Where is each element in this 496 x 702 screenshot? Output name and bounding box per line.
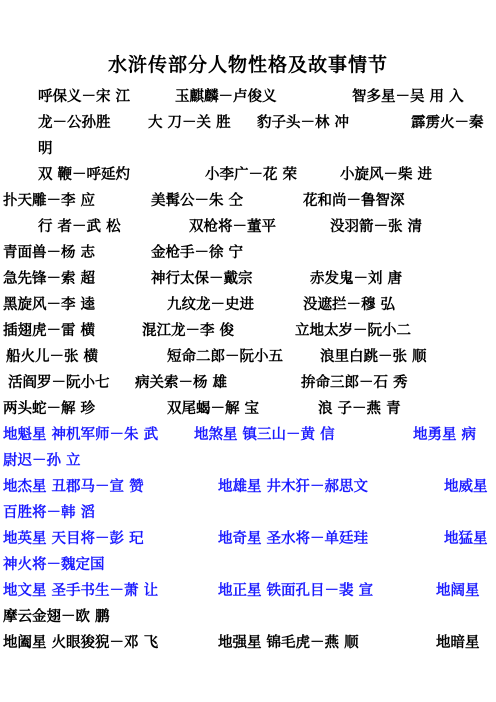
character-entry: 两头蛇－解 珍 <box>3 401 96 417</box>
text-line <box>0 162 496 188</box>
text-line <box>0 370 496 396</box>
text-line <box>0 240 496 266</box>
character-entry: 混江龙－李 俊 <box>142 323 235 339</box>
character-entry: 扑天雕－李 应 <box>3 193 96 209</box>
character-entry: 地威星 <box>444 479 488 495</box>
character-entry: 没羽箭－张 清 <box>330 219 423 235</box>
character-entry: 青面兽－杨 志 <box>3 245 96 261</box>
text-line <box>0 396 496 422</box>
character-entry: 病关索－杨 雄 <box>135 375 228 391</box>
text-line <box>0 526 496 552</box>
text-line <box>0 344 496 370</box>
text-line <box>0 214 496 240</box>
text-line <box>0 578 496 604</box>
character-entry: 明 <box>38 141 53 157</box>
character-entry: 浪 子－燕 青 <box>318 401 401 417</box>
character-entry: 插翅虎－雷 横 <box>3 323 96 339</box>
character-entry: 地魁星 神机军师－朱 武 <box>3 427 159 443</box>
character-entry: 大 刀－关 胜 <box>148 115 231 131</box>
character-entry: 地奇星 圣水将－单廷珪 <box>218 531 369 547</box>
text-line <box>0 292 496 318</box>
character-entry: 行 者－武 松 <box>38 219 121 235</box>
character-entry: 摩云金翅－欧 鹏 <box>3 609 110 625</box>
text-line <box>0 448 496 474</box>
text-line <box>0 552 496 578</box>
character-entry: 霹雳火－秦 <box>411 115 484 131</box>
text-line <box>0 188 496 214</box>
character-entry: 尉迟－孙 立 <box>3 453 81 469</box>
character-entry: 地猛星 <box>444 531 488 547</box>
character-entry: 九纹龙－史进 <box>167 297 254 313</box>
text-line <box>0 604 496 630</box>
text-line <box>0 136 496 162</box>
character-entry: 神行太保－戴宗 <box>151 271 253 287</box>
character-entry: 活阎罗－阮小七 <box>8 375 110 391</box>
character-entry: 地阔星 <box>436 583 480 599</box>
text-line <box>0 266 496 292</box>
character-entry: 急先锋－索 超 <box>3 271 96 287</box>
character-entry: 船火儿－张 横 <box>6 349 99 365</box>
character-entry: 百胜将－韩 滔 <box>3 505 96 521</box>
character-entry: 地正星 铁面孔目－裴 宣 <box>218 583 374 599</box>
text-line <box>0 422 496 448</box>
character-entry: 地勇星 病 <box>413 427 477 443</box>
character-entry: 金枪手－徐 宁 <box>151 245 244 261</box>
character-entry: 浪里白跳－张 顺 <box>320 349 427 365</box>
character-entry: 地煞星 镇三山－黄 信 <box>194 427 335 443</box>
document-title: 水浒传部分人物性格及故事情节 <box>107 54 388 76</box>
character-entry: 黑旋风－李 逵 <box>3 297 96 313</box>
character-entry: 立地太岁－阮小二 <box>295 323 411 339</box>
character-entry: 美髯公－朱 仝 <box>151 193 244 209</box>
character-entry: 短命二郎－阮小五 <box>167 349 283 365</box>
text-line <box>0 318 496 344</box>
character-entry: 智多星－吴 用 入 <box>352 89 464 105</box>
character-entry: 地文星 圣手书生－萧 让 <box>3 583 159 599</box>
character-entry: 地雄星 井木犴－郝思文 <box>218 479 369 495</box>
character-entry: 地阖星 火眼狻猊－邓 飞 <box>3 635 159 651</box>
text-line <box>0 84 496 110</box>
character-entry: 双 鞭－呼延灼 <box>38 167 131 183</box>
character-entry: 花和尚－鲁智深 <box>303 193 405 209</box>
character-entry: 双尾蝎－解 宝 <box>167 401 260 417</box>
character-entry: 没遮拦－穆 弘 <box>303 297 396 313</box>
character-entry: 小旋风－柴 进 <box>340 167 433 183</box>
text-line <box>0 500 496 526</box>
character-entry: 地杰星 丑郡马－宣 赞 <box>3 479 144 495</box>
character-entry: 呼保义－宋 江 <box>38 89 131 105</box>
text-line <box>0 474 496 500</box>
character-entry: 双枪将－董平 <box>189 219 276 235</box>
character-entry: 神火将－魏定国 <box>3 557 105 573</box>
character-entry: 地暗星 <box>436 635 480 651</box>
character-entry: 地强星 锦毛虎－燕 顺 <box>218 635 359 651</box>
text-line <box>0 110 496 136</box>
character-entry: 拚命三郎－石 秀 <box>301 375 408 391</box>
character-entry: 地英星 天目将－彭 玘 <box>3 531 144 547</box>
text-line <box>0 630 496 656</box>
character-entry: 小李广－花 荣 <box>205 167 298 183</box>
character-entry: 豹子头－林 冲 <box>257 115 350 131</box>
character-entry: 赤发鬼－刘 唐 <box>310 271 403 287</box>
character-entry: 玉麒麟－卢俊义 <box>175 89 277 105</box>
character-entry: 龙－公孙胜 <box>38 115 111 131</box>
